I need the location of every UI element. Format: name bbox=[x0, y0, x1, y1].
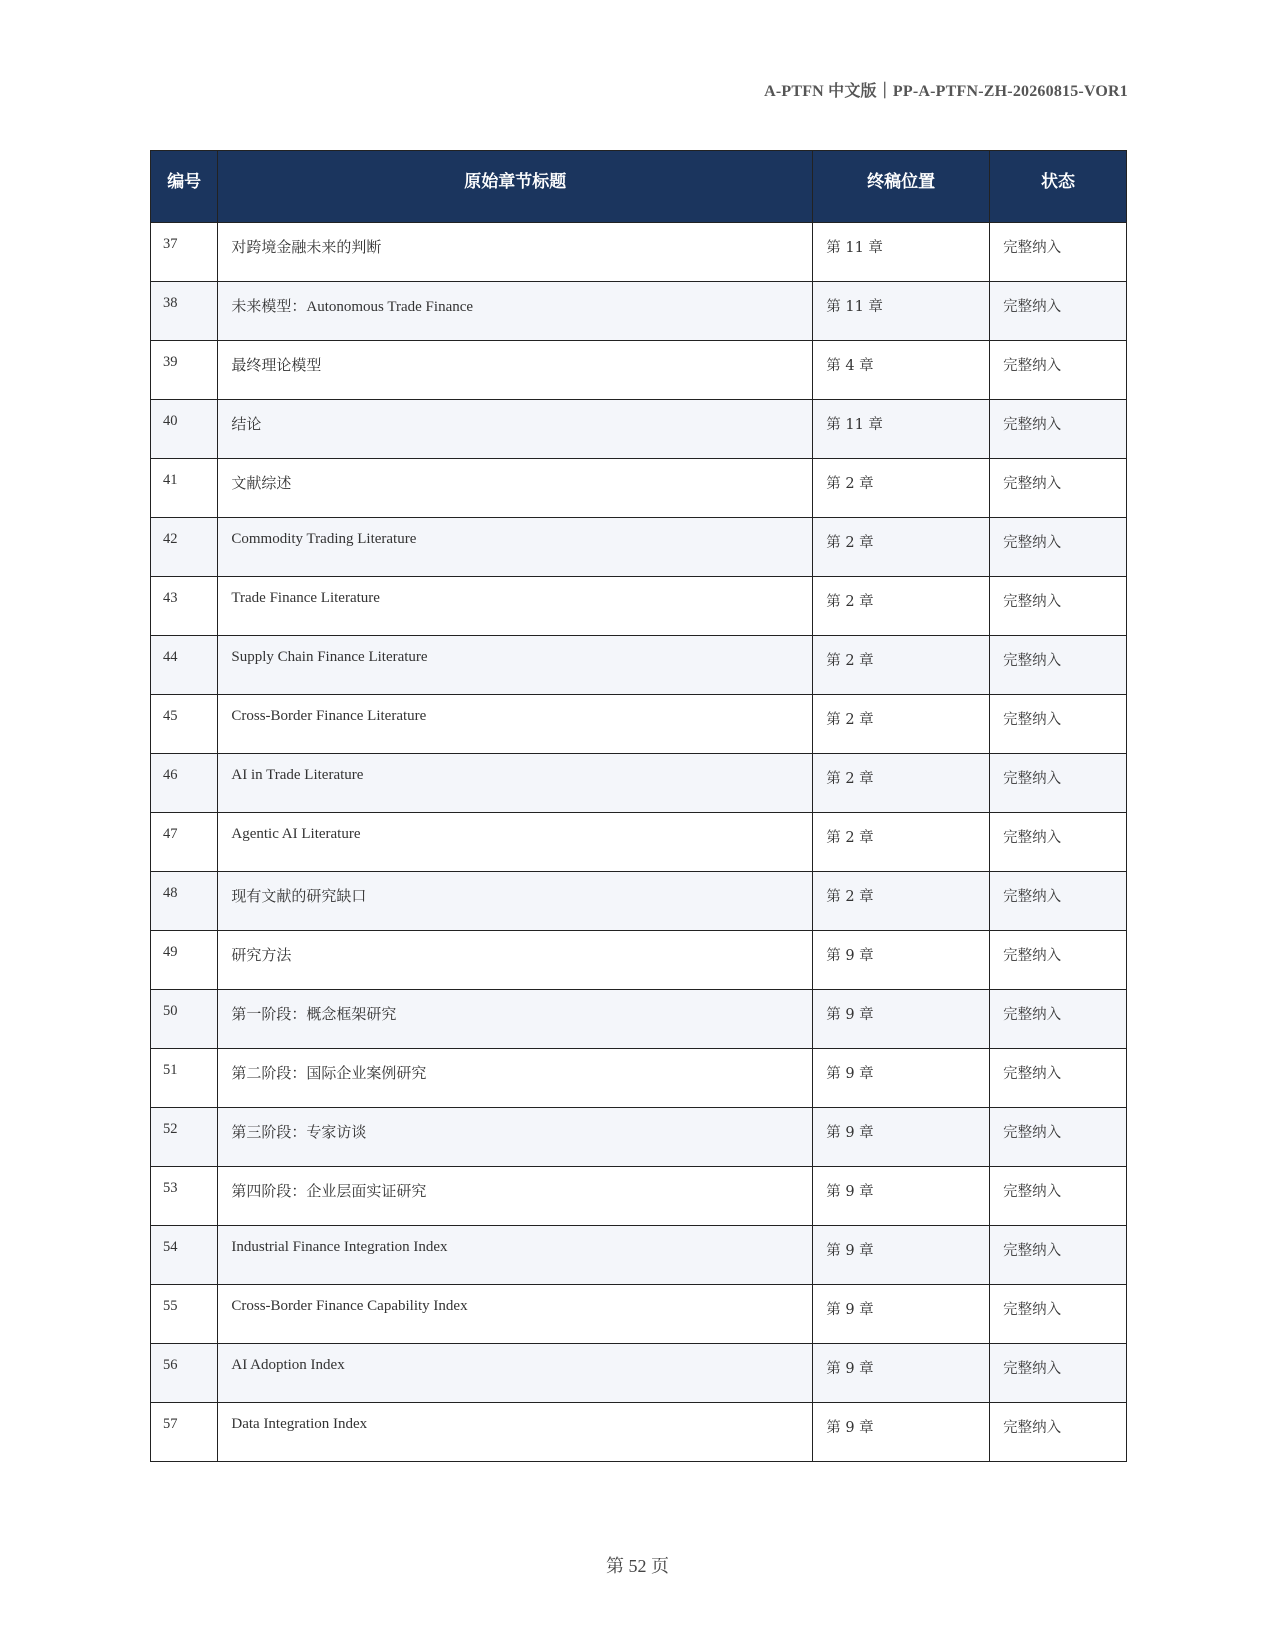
cell-number: 47 bbox=[151, 813, 218, 872]
table-row bbox=[151, 1344, 1127, 1403]
cell-status: 完整纳入 bbox=[990, 931, 1127, 990]
cell-final-location: 第 9 章 bbox=[813, 1108, 990, 1167]
cell-original-title: AI Adoption Index bbox=[218, 1344, 813, 1403]
table-row bbox=[151, 1049, 1127, 1108]
cell-original-title: 第二阶段：国际企业案例研究 bbox=[218, 1049, 813, 1108]
cell-original-title: 第三阶段：专家访谈 bbox=[218, 1108, 813, 1167]
cell-final-location: 第 9 章 bbox=[813, 1403, 990, 1462]
cell-final-location: 第 11 章 bbox=[813, 282, 990, 341]
table-row bbox=[151, 400, 1127, 459]
cell-final-location: 第 2 章 bbox=[813, 518, 990, 577]
cell-number: 50 bbox=[151, 990, 218, 1049]
cell-status: 完整纳入 bbox=[990, 518, 1127, 577]
table-row bbox=[151, 1403, 1127, 1462]
table-row bbox=[151, 282, 1127, 341]
cell-status: 完整纳入 bbox=[990, 341, 1127, 400]
cell-status: 完整纳入 bbox=[990, 223, 1127, 282]
cell-status: 完整纳入 bbox=[990, 1226, 1127, 1285]
cell-status: 完整纳入 bbox=[990, 990, 1127, 1049]
cell-final-location: 第 2 章 bbox=[813, 695, 990, 754]
cell-number: 49 bbox=[151, 931, 218, 990]
cell-original-title: Commodity Trading Literature bbox=[218, 518, 813, 577]
cell-status: 完整纳入 bbox=[990, 1049, 1127, 1108]
cell-original-title: 未来模型：Autonomous Trade Finance bbox=[218, 282, 813, 341]
cell-number: 53 bbox=[151, 1167, 218, 1226]
cell-number: 54 bbox=[151, 1226, 218, 1285]
cell-original-title: Supply Chain Finance Literature bbox=[218, 636, 813, 695]
table-row bbox=[151, 695, 1127, 754]
cell-status: 完整纳入 bbox=[990, 813, 1127, 872]
cell-original-title: 对跨境金融未来的判断 bbox=[218, 223, 813, 282]
table-row bbox=[151, 1167, 1127, 1226]
table-body bbox=[151, 223, 1127, 1462]
page-number: 第 52 页 bbox=[606, 1556, 669, 1576]
cell-original-title: Industrial Finance Integration Index bbox=[218, 1226, 813, 1285]
cell-final-location: 第 9 章 bbox=[813, 931, 990, 990]
cell-number: 38 bbox=[151, 282, 218, 341]
column-header-original-title: 原始章节标题 bbox=[218, 151, 813, 223]
cell-original-title: Trade Finance Literature bbox=[218, 577, 813, 636]
cell-status: 完整纳入 bbox=[990, 1167, 1127, 1226]
cell-number: 40 bbox=[151, 400, 218, 459]
cell-number: 56 bbox=[151, 1344, 218, 1403]
column-header-number: 编号 bbox=[151, 151, 218, 223]
cell-original-title: 结论 bbox=[218, 400, 813, 459]
table-header-row bbox=[151, 151, 1127, 223]
cell-status: 完整纳入 bbox=[990, 1344, 1127, 1403]
cell-number: 55 bbox=[151, 1285, 218, 1344]
cell-final-location: 第 2 章 bbox=[813, 872, 990, 931]
cell-original-title: Data Integration Index bbox=[218, 1403, 813, 1462]
cell-status: 完整纳入 bbox=[990, 695, 1127, 754]
cell-number: 48 bbox=[151, 872, 218, 931]
table-row bbox=[151, 1285, 1127, 1344]
cell-original-title: 第一阶段：概念框架研究 bbox=[218, 990, 813, 1049]
cell-number: 46 bbox=[151, 754, 218, 813]
cell-original-title: 第四阶段：企业层面实证研究 bbox=[218, 1167, 813, 1226]
cell-final-location: 第 2 章 bbox=[813, 813, 990, 872]
cell-final-location: 第 9 章 bbox=[813, 1285, 990, 1344]
cell-status: 完整纳入 bbox=[990, 282, 1127, 341]
cell-number: 43 bbox=[151, 577, 218, 636]
cell-status: 完整纳入 bbox=[990, 1108, 1127, 1167]
cell-original-title: 现有文献的研究缺口 bbox=[218, 872, 813, 931]
cell-original-title: 文献综述 bbox=[218, 459, 813, 518]
cell-final-location: 第 4 章 bbox=[813, 341, 990, 400]
cell-number: 51 bbox=[151, 1049, 218, 1108]
chapter-mapping-table bbox=[150, 150, 1127, 1462]
cell-final-location: 第 11 章 bbox=[813, 400, 990, 459]
cell-original-title: 最终理论模型 bbox=[218, 341, 813, 400]
column-header-status: 状态 bbox=[990, 151, 1127, 223]
cell-final-location: 第 9 章 bbox=[813, 1226, 990, 1285]
table-row bbox=[151, 813, 1127, 872]
cell-number: 57 bbox=[151, 1403, 218, 1462]
cell-status: 完整纳入 bbox=[990, 577, 1127, 636]
cell-final-location: 第 11 章 bbox=[813, 223, 990, 282]
cell-number: 44 bbox=[151, 636, 218, 695]
cell-status: 完整纳入 bbox=[990, 459, 1127, 518]
table-row bbox=[151, 1226, 1127, 1285]
column-header-final-location: 终稿位置 bbox=[813, 151, 990, 223]
cell-final-location: 第 2 章 bbox=[813, 577, 990, 636]
cell-final-location: 第 9 章 bbox=[813, 990, 990, 1049]
cell-final-location: 第 2 章 bbox=[813, 754, 990, 813]
cell-status: 完整纳入 bbox=[990, 400, 1127, 459]
cell-status: 完整纳入 bbox=[990, 754, 1127, 813]
cell-final-location: 第 2 章 bbox=[813, 459, 990, 518]
cell-final-location: 第 9 章 bbox=[813, 1344, 990, 1403]
cell-status: 完整纳入 bbox=[990, 1403, 1127, 1462]
cell-final-location: 第 9 章 bbox=[813, 1049, 990, 1108]
cell-number: 37 bbox=[151, 223, 218, 282]
cell-original-title: 研究方法 bbox=[218, 931, 813, 990]
table-row bbox=[151, 636, 1127, 695]
cell-number: 41 bbox=[151, 459, 218, 518]
cell-original-title: Cross-Border Finance Literature bbox=[218, 695, 813, 754]
cell-original-title: AI in Trade Literature bbox=[218, 754, 813, 813]
cell-number: 42 bbox=[151, 518, 218, 577]
table-row bbox=[151, 341, 1127, 400]
cell-status: 完整纳入 bbox=[990, 636, 1127, 695]
table-row bbox=[151, 577, 1127, 636]
table-row bbox=[151, 754, 1127, 813]
table-row bbox=[151, 931, 1127, 990]
cell-status: 完整纳入 bbox=[990, 1285, 1127, 1344]
cell-number: 45 bbox=[151, 695, 218, 754]
cell-status: 完整纳入 bbox=[990, 872, 1127, 931]
table-row bbox=[151, 1108, 1127, 1167]
table-row bbox=[151, 518, 1127, 577]
table-row bbox=[151, 223, 1127, 282]
cell-final-location: 第 2 章 bbox=[813, 636, 990, 695]
document-header: A-PTFN 中文版｜PP-A-PTFN-ZH-20260815-VOR1 bbox=[764, 83, 1128, 100]
cell-number: 39 bbox=[151, 341, 218, 400]
table-row bbox=[151, 990, 1127, 1049]
cell-final-location: 第 9 章 bbox=[813, 1167, 990, 1226]
cell-number: 52 bbox=[151, 1108, 218, 1167]
table-row bbox=[151, 459, 1127, 518]
cell-original-title: Cross-Border Finance Capability Index bbox=[218, 1285, 813, 1344]
table-row bbox=[151, 872, 1127, 931]
cell-original-title: Agentic AI Literature bbox=[218, 813, 813, 872]
